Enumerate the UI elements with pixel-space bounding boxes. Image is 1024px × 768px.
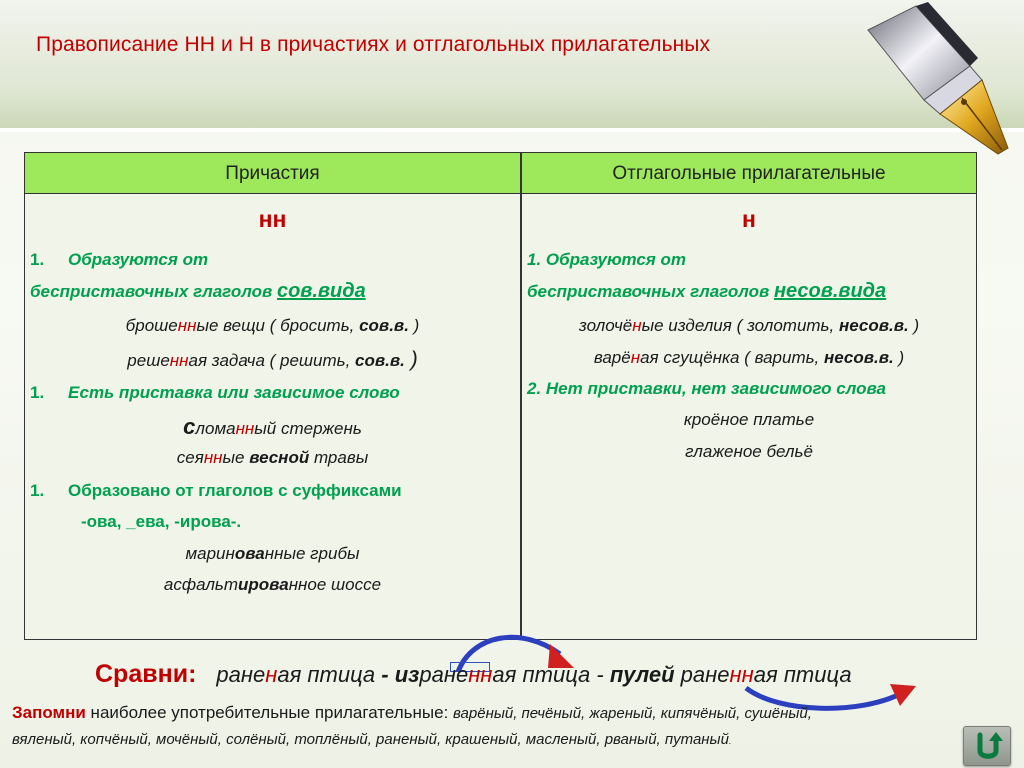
- rule-1-right: 1. Образуются от: [527, 250, 687, 269]
- example-right-1: золочёные изделия ( золотить, несов.в. ): [578, 316, 920, 335]
- example-right-4: глаженое бельё: [685, 442, 813, 461]
- example-1: брошенные вещи ( бросить, сов.в. ): [125, 316, 420, 335]
- rule-3: 1. Образовано от глаголов с суффиксами: [30, 481, 402, 500]
- example-right-3: кроёное платье: [683, 410, 815, 429]
- example-5: маринованные грибы: [185, 544, 360, 563]
- return-arrow-icon: [972, 731, 1004, 763]
- example-2: решенная задача ( решить, сов.в. ): [127, 348, 418, 371]
- example-6: асфальтированное шоссе: [163, 575, 382, 594]
- fountain-pen-icon: [858, 2, 1024, 160]
- example-3: сломанный стержень: [183, 414, 362, 439]
- compare-label: Сравни:: [95, 660, 197, 688]
- rule-2: 1. Есть приставка или зависимое слово: [30, 383, 400, 402]
- return-button[interactable]: [963, 726, 1011, 766]
- participles-cell: [25, 194, 520, 639]
- remember-label: Запомни: [12, 703, 86, 722]
- verbal-adjectives-cell: [522, 194, 976, 639]
- rule-3-suffixes: -ова, _ева, -ирова-.: [81, 512, 242, 531]
- slide-title: Правописание НН и Н в причастиях и отглагольных прилагательных: [36, 33, 711, 56]
- header-participles: Причастия: [225, 163, 320, 184]
- rule-1-right-cont: бесприставочных глаголов несов.вида: [527, 280, 887, 302]
- example-right-2: варёная сгущёнка ( варить, несов.в. ): [593, 348, 905, 367]
- header-verbal-adjectives: Отглагольные прилагательные: [612, 163, 886, 184]
- single-n-caption: н: [742, 206, 756, 232]
- double-n-caption: нн: [258, 206, 287, 232]
- rule-2-right: 2. Нет приставки, нет зависимого слова: [527, 379, 886, 398]
- remember-line: Запомни наиболее употребительные прилагательные: варёный, печёный, жареный, кипячёный, сушёный,: [12, 703, 812, 722]
- example-4: сеянные весной травы: [176, 448, 369, 467]
- rule-1-cont: бесприставочных глаголов сов.вида: [30, 280, 366, 302]
- rules-table: [24, 152, 977, 640]
- remember-line-2: вяленый, копчёный, мочёный, солёный, топлёный, раненый, крашеный, масленый, рваный, путаный.: [12, 731, 732, 748]
- compare-line: Сравни: раненая птица - израненная птица - пулей раненная птица: [95, 660, 852, 688]
- rule-1: 1. Образуются от: [30, 250, 209, 269]
